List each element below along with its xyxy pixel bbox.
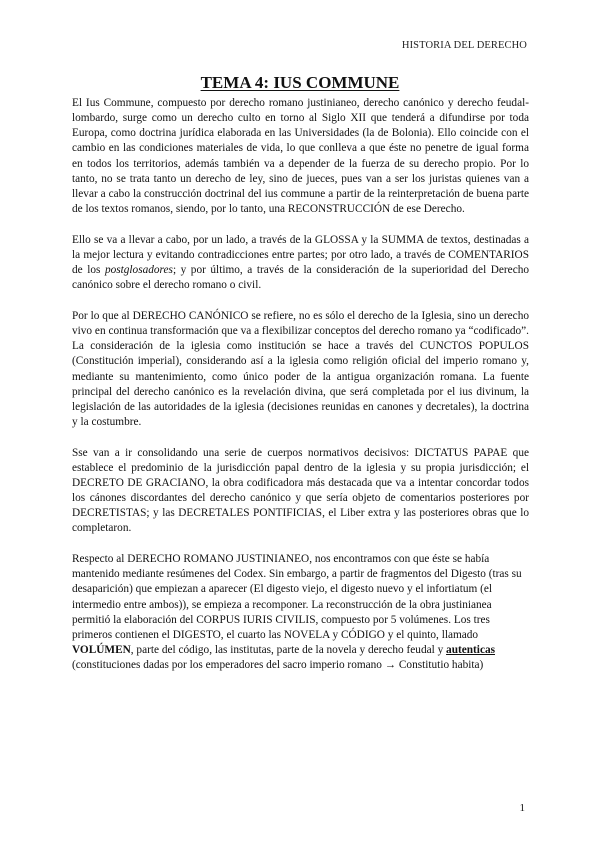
paragraph-glossa-summa [72, 233, 529, 294]
page-title: TEMA 4: IUS COMMUNE [200, 73, 400, 92]
paragraph-derecho-canonico [72, 309, 529, 430]
text-segment: Sse van a ir consolidando una serie de cuerpos normativos decisivos: DICTATUS PAPAE que establece el predominio de la jurisdicción papal dentro de la iglesia y su propia jurisdicción; el DECRETO DE GRACIANO, la obra codificadora más destacada que va a intentar concordar todos los cánones discordantes del derecho canónico y que sería objeto de comentarios posteriores por DECRETISTAS; y las DECRETALES PONTIFICIAS, el Liber extra y las posteriores obras que lo completaron. [72, 446, 529, 535]
text-segment: (constituciones dadas por los emperadores del sacro imperio romano → Constitutio habita) [72, 659, 484, 672]
text-segment-bold: VOLÚMEN [72, 644, 131, 656]
document-body [72, 96, 529, 689]
text-segment: El Ius Commune, compuesto por derecho romano justinianeo, derecho canónico y derecho feudal-lombardo, surge como un derecho culto en torno al Siglo XII que tenderá a difundirse por toda Europa, como doctrina jurídica elaborada en las Universidades (la de Bolonia). Ello coincide con el cambio en las condiciones materiales de vida, lo que conlleva a que éste no penetre de igual forma en todos los territorios, además también va a depender de la fuerza de su derecho propio. Por lo tanto, no se trata tanto un derecho de ley, sino de jueces, pues van a ser los juristas quienes van a llevar a cabo la construcción doctrinal del ius commune a partir de la reinterpretación de buena parte de los textos romanos, siendo, por lo tanto, una RECONSTRUCCIÓN de ese Derecho. [72, 97, 529, 216]
paragraph-derecho-romano [72, 552, 529, 673]
page-number: 1 [519, 802, 525, 814]
text-segment-bold-underline: autenticas [446, 644, 495, 656]
paragraph-ius-commune [72, 96, 529, 217]
running-header: HISTORIA DEL DERECHO [401, 40, 527, 51]
paragraph-cuerpos-normativos [72, 446, 529, 537]
text-segment: Por lo que al DERECHO CANÓNICO se refiere, no es sólo el derecho de la Iglesia, sino un derecho vivo en continua transformación que va a flexibilizar conceptos del derecho romano ya “codificado”. La consideración de la iglesia como institución se hace a través del CUNCTOS POPULOS (Constitución imperial), considerando así a la iglesia como religión oficial del imperio romano y, mediante su mantenimiento, como único poder de la antigua organización romana. La fuente principal del derecho canónico es la revelación divina, que será completada por el ius divinum, la legislación de las autoridades de la iglesia (decisiones reunidas en canones y decretales), la doctrina y la costumbre. [72, 309, 529, 428]
text-segment: ; y por último, a través de la consideración de la superioridad del Derecho canónico sobre el derecho romano o civil. [72, 264, 530, 292]
text-segment: Ello se va a llevar a cabo, por un lado, a través de la GLOSSA y la SUMMA de textos, destinadas a la mejor lectura y evitando contradicciones entre partes; por otro lado, a través de COMENTARIOS de los [72, 233, 529, 277]
text-segment: Respecto al DERECHO ROMANO JUSTINIANEO, nos encontramos con que éste se había mantenido mediante resúmenes del Codex. Sin embargo, a partir de fragmentos del Digesto (tras su desaparición) que empiezan a aparecer (El digesto viejo, el digesto nuevo y el infortiatum (el intermedio entre ambos)), se empieza a recomponer. La reconstrucción de la obra justinianea permitió la elaboración del CORPUS IURIS CIVILIS, compuesto por 5 volúmenes. Los tres primeros contienen el DIGESTO, el cuarto las NOVELA y CÓDIGO y el quinto, llamado [72, 553, 522, 641]
text-segment: , parte del código, las institutas, parte de la novela y derecho feudal y [130, 644, 447, 656]
text-segment-italic: postglosadores [104, 264, 173, 277]
